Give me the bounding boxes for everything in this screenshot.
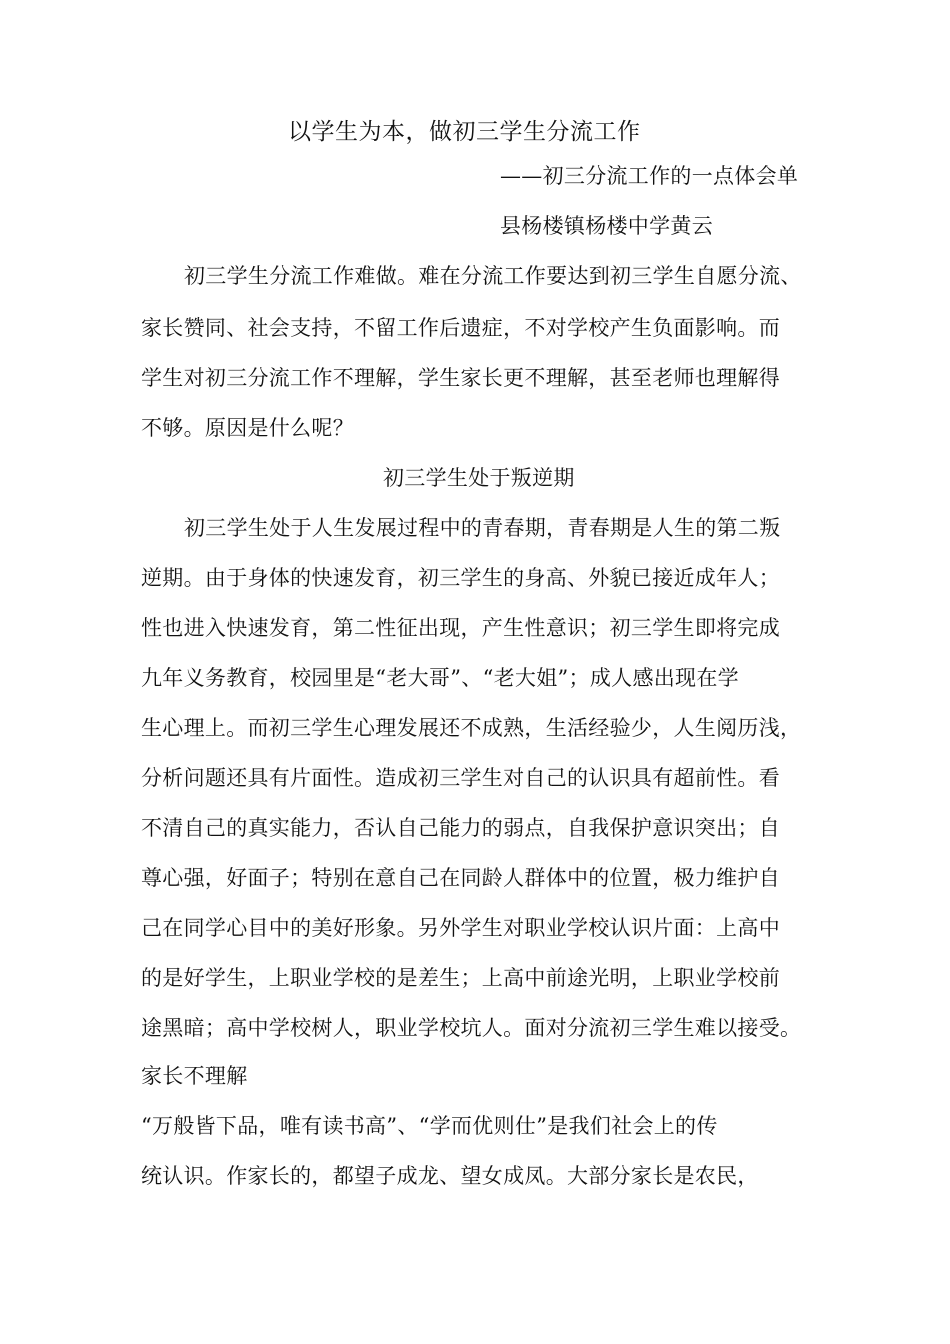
paragraph-line: 尊心强，好面子；特别在意自己在同龄人群体中的位置，极力维护自 [141, 866, 780, 890]
paragraph-line: 性也进入快速发育，第二性征出现，产生性意识；初三学生即将完成 [141, 616, 780, 640]
paragraph-line: 不够。原因是什么呢？ [141, 416, 354, 440]
paragraph-line: 九年义务教育，校园里是“老大哥”、“老大姐”；成人感出现在学 [141, 666, 739, 690]
paragraph-line: 分析问题还具有片面性。造成初三学生对自己的认识具有超前性。看 [141, 766, 780, 790]
paragraph-line: 己在同学心目中的美好形象。另外学生对职业学校认识片面：上高中 [141, 916, 780, 940]
section-heading-parents: 家长不理解 [141, 1064, 248, 1088]
paragraph-line: 统认识。作家长的，都望子成龙、望女成凤。大部分家长是农民， [141, 1164, 759, 1188]
document-author: 县杨楼镇杨楼中学黄云 [500, 214, 713, 238]
document-title: 以学生为本，做初三学生分流工作 [288, 119, 641, 145]
paragraph-line: 的是好学生，上职业学校的是差生；上高中前途光明，上职业学校前 [141, 966, 780, 990]
paragraph-line: 生心理上。而初三学生心理发展还不成熟，生活经验少，人生阅历浅， [141, 716, 802, 740]
paragraph-line: “万般皆下品，唯有读书高”、“学而优则仕”是我们社会上的传 [141, 1114, 718, 1138]
paragraph-line: 不清自己的真实能力，否认自己能力的弱点，自我保护意识突出；自 [141, 816, 780, 840]
paragraph-line: 逆期。由于身体的快速发育，初三学生的身高、外貌已接近成年人； [141, 566, 780, 590]
paragraph-line: 初三学生分流工作难做。难在分流工作要达到初三学生自愿分流、 [184, 264, 802, 288]
paragraph-line: 途黑暗；高中学校树人，职业学校坑人。面对分流初三学生难以接受。 [141, 1016, 802, 1040]
document-subtitle: ——初三分流工作的一点体会单 [500, 164, 799, 188]
paragraph-line: 学生对初三分流工作不理解，学生家长更不理解，甚至老师也理解得 [141, 366, 780, 390]
section-heading-rebellion: 初三学生处于叛逆期 [383, 466, 575, 490]
paragraph-line: 家长赞同、社会支持，不留工作后遗症，不对学校产生负面影响。而 [141, 316, 780, 340]
paragraph-line: 初三学生处于人生发展过程中的青春期，青春期是人生的第二叛 [184, 516, 781, 540]
